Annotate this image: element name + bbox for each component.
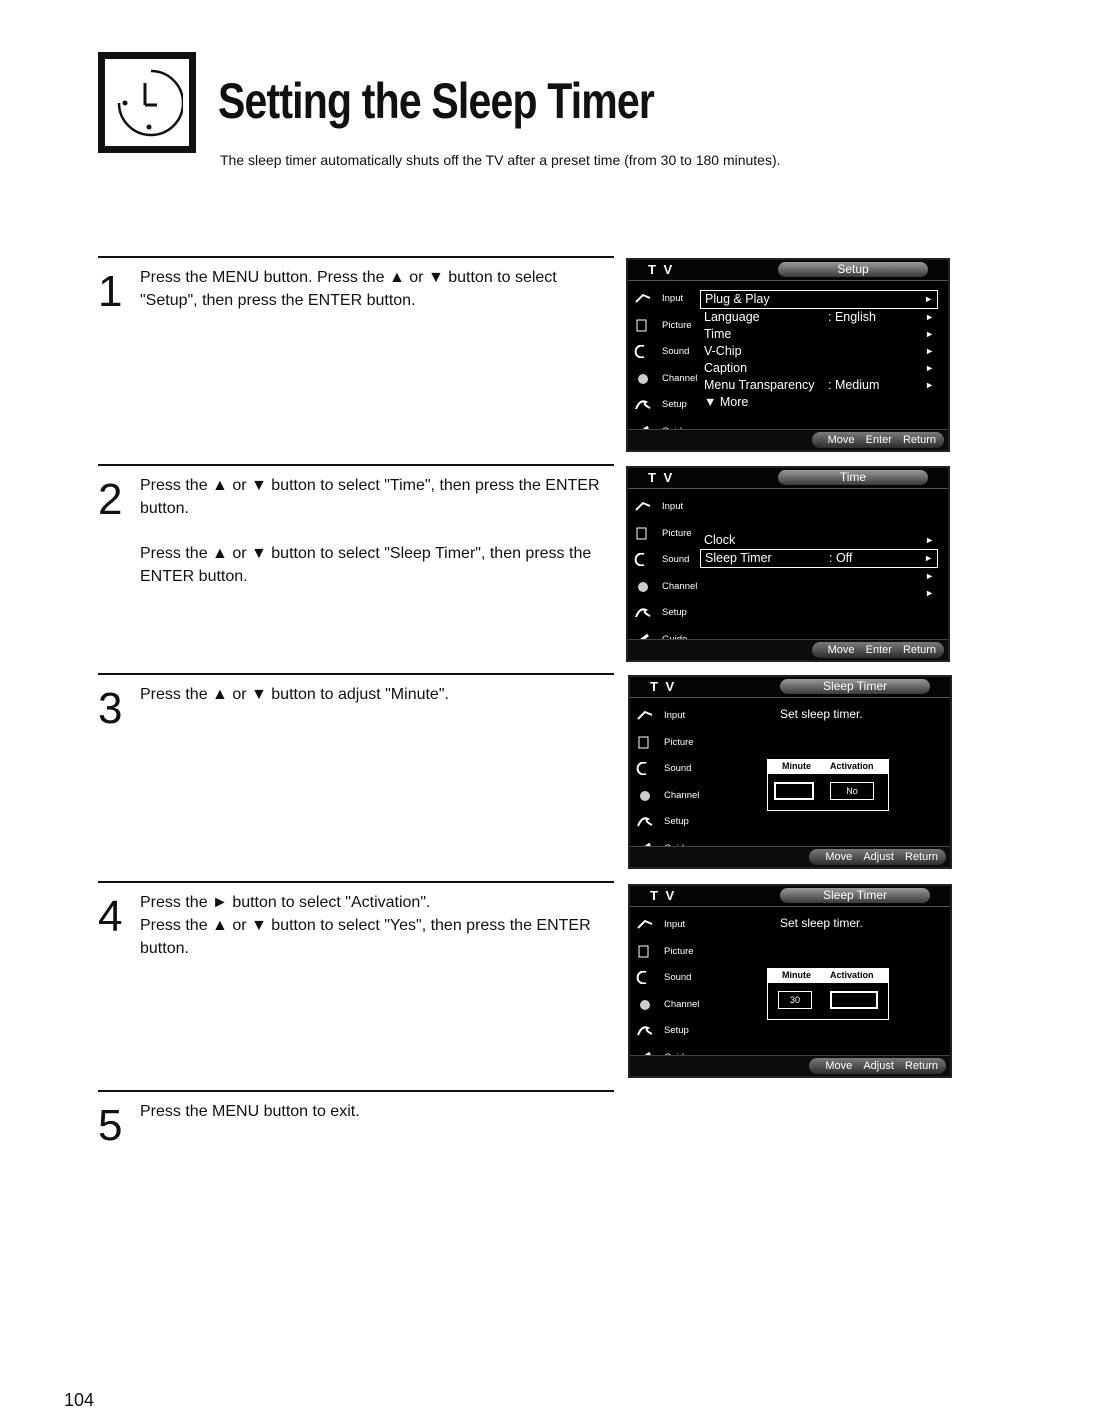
step-number: 4 [98,892,123,941]
side-item-setup: Setup [632,392,700,419]
menu-title: Sleep Timer [780,679,930,694]
arrow-right-icon: ► [925,312,934,322]
button-hints [812,642,944,658]
tv-screen-sleep-timer-minute [628,675,952,869]
instruction-text: Press the ▲ or ▼ button to select "Yes", then press the ENTER button. [140,917,591,957]
hint-enter: Enter [865,644,892,656]
instruction-text: Press the ► button to select "Activation". [140,894,431,911]
side-item-input: Input [632,286,700,313]
tv-top-bar [628,260,948,281]
instruction-text: Press the ▲ or ▼ button to adjust "Minute". [140,686,449,703]
tv-bottom-bar [628,429,948,450]
side-item-sound: Sound [634,756,702,783]
setup-icon [636,815,654,828]
tv-screen-time [626,466,950,662]
step-number: 2 [98,475,123,524]
setup-icon [636,1024,654,1037]
clock-icon [98,52,196,153]
step-number: 1 [98,267,123,316]
channel-icon [636,789,654,802]
hint-return: Return [902,644,936,656]
tv-top-bar [630,677,950,698]
minute-label: Minute [782,761,811,771]
step-instructions [140,266,610,334]
side-item-input: Input [634,703,702,730]
tv-side-menu [634,703,702,862]
minute-field[interactable] [774,782,814,800]
menu-title: Time [778,470,928,485]
menu-title: Sleep Timer [780,888,930,903]
side-item-sound: Sound [634,965,702,992]
menu-item-more[interactable]: ▼ More [704,395,749,409]
hint-enter: Enter [865,434,892,446]
arrow-right-icon: ► [925,588,934,598]
button-hints [809,1058,946,1074]
tv-label: T V [650,679,677,694]
side-item-channel: Channel [632,366,700,393]
button-hints [812,432,944,448]
tv-screen-setup [626,258,950,452]
menu-item-vchip[interactable]: V-Chip ► [704,344,934,358]
side-item-channel: Channel [634,992,702,1019]
arrow-right-icon: ► [924,294,933,304]
sleep-timer-panel [767,759,889,811]
input-icon [636,709,654,722]
setup-icon [634,398,652,411]
menu-item-sleep-timer[interactable]: Sleep Timer : Off ► [700,549,938,568]
side-item-setup: Setup [634,809,702,836]
side-item-setup: Setup [634,1018,702,1045]
arrow-right-icon: ► [925,571,934,581]
tv-top-bar [630,886,950,907]
step-5 [98,1090,614,1172]
hint-return: Return [904,1060,938,1072]
page-title: Setting the Sleep Timer [218,73,655,129]
picture-icon [636,736,654,749]
side-item-channel: Channel [632,574,700,601]
step-instructions [140,683,610,728]
side-item-channel: Channel [634,783,702,810]
hint-move: Move [827,644,855,656]
side-item-setup: Setup [632,600,700,627]
page-number: 104 [64,1390,95,1410]
activation-label: Activation [830,970,874,980]
step-1 [98,256,614,458]
picture-icon [634,527,652,540]
setup-menu-list [700,290,938,411]
hint-move: Move [827,434,855,446]
tv-label: T V [648,262,675,277]
tv-side-menu [632,286,700,445]
tv-bottom-bar [628,639,948,660]
instruction-text: Press the MENU button. Press the ▲ or ▼ button to select "Setup", then press the ENTER button. [140,269,557,309]
activation-field[interactable]: No [830,782,874,800]
step-2 [98,464,614,666]
picture-icon [634,319,652,332]
input-icon [636,918,654,931]
sound-icon [636,971,654,984]
menu-item-empty [700,585,938,602]
step-instructions [140,474,610,610]
menu-title: Setup [778,262,928,277]
menu-item-empty [700,568,938,585]
hint-return: Return [902,434,936,446]
side-item-sound: Sound [632,547,700,574]
tv-side-menu [634,912,702,1071]
step-instructions [140,891,610,982]
step-instructions [140,1100,610,1145]
sleep-timer-header [768,760,888,774]
tv-top-bar [628,468,948,489]
side-item-picture: Picture [632,313,700,340]
side-item-picture: Picture [634,939,702,966]
hint-move: Move [825,1060,853,1072]
input-icon [634,292,652,305]
tv-side-menu [632,494,700,653]
side-item-picture: Picture [632,521,700,548]
arrow-right-icon: ► [924,553,933,563]
arrow-right-icon: ► [925,329,934,339]
arrow-right-icon: ► [925,380,934,390]
button-hints [809,849,946,865]
sound-icon [634,345,652,358]
menu-item-language[interactable]: Language : English ► [704,310,934,324]
arrow-right-icon: ► [925,363,934,373]
instruction-text: Press the MENU button to exit. [140,1103,360,1120]
time-menu-list [700,532,938,602]
sound-icon [634,553,652,566]
step-4 [98,881,614,1083]
tv-label: T V [650,888,677,903]
side-item-sound: Sound [632,339,700,366]
channel-icon [636,998,654,1011]
menu-item-time[interactable]: Time ► [704,327,934,341]
step-number: 3 [98,684,123,733]
picture-icon [636,945,654,958]
channel-icon [634,372,652,385]
sleep-timer-header [768,969,888,983]
sleep-timer-panel [767,968,889,1020]
menu-item-plug-play[interactable]: Plug & Play ► [700,290,938,309]
side-item-picture: Picture [634,730,702,757]
tv-bottom-bar [630,1055,950,1076]
side-item-input: Input [634,912,702,939]
page-subtitle: The sleep timer automatically shuts off the TV after a preset time (from 30 to 180 minutes). [220,152,781,168]
input-icon [634,500,652,513]
side-item-input: Input [632,494,700,521]
menu-item-menu-transparency[interactable]: Menu Transparency : Medium ► [704,378,934,392]
minute-field[interactable]: 30 [778,991,812,1009]
hint-adjust: Adjust [863,1060,894,1072]
minute-label: Minute [782,970,811,980]
arrow-right-icon: ► [925,535,934,545]
setup-icon [634,606,652,619]
hint-adjust: Adjust [863,851,894,863]
instruction-text: Press the ▲ or ▼ button to select "Sleep Timer", then press the ENTER button. [140,545,592,585]
tv-screen-sleep-timer-activation [628,884,952,1078]
sleep-timer-prompt: Set sleep timer. [780,707,863,721]
tv-label: T V [648,470,675,485]
sound-icon [636,762,654,775]
step-3 [98,673,614,875]
step-number: 5 [98,1101,123,1150]
instruction-text: Press the ▲ or ▼ button to select "Time", then press the ENTER button. [140,477,600,517]
menu-item-caption[interactable]: Caption ► [704,361,934,375]
arrow-right-icon: ► [925,346,934,356]
activation-field[interactable] [830,991,878,1009]
hint-return: Return [904,851,938,863]
menu-item-clock[interactable]: Clock ► [704,533,934,547]
sleep-timer-prompt: Set sleep timer. [780,916,863,930]
activation-label: Activation [830,761,874,771]
tv-bottom-bar [630,846,950,867]
hint-move: Move [825,851,853,863]
channel-icon [634,580,652,593]
